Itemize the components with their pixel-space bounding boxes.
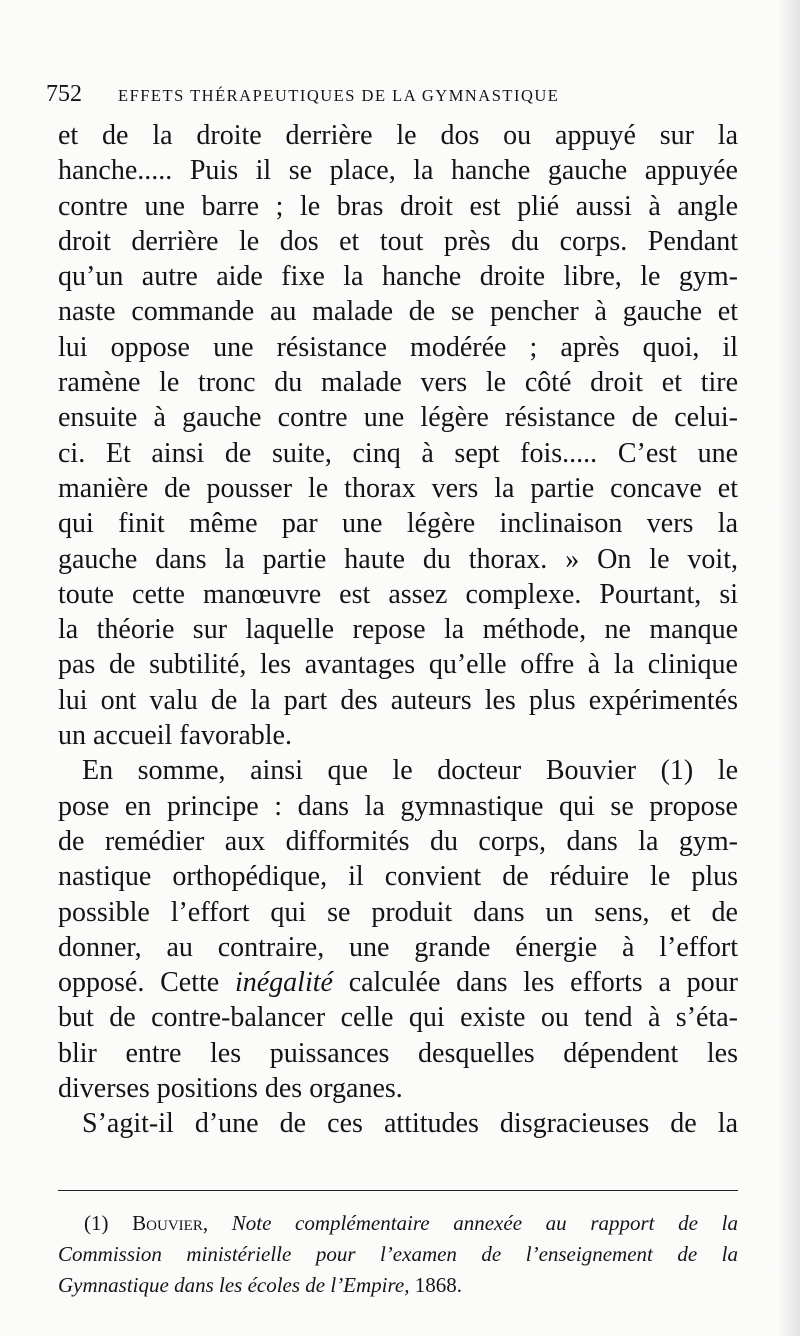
footnote-marker: (1)	[84, 1211, 133, 1235]
text-line-22: nastique orthopédique, il convient de réduire le plus	[58, 861, 738, 893]
text-line-20: pose en principe : dans la gymnastique qui se propose	[58, 790, 738, 822]
emphasized-word: inégalité	[234, 967, 333, 999]
text-line-24: donner, au contraire, une grande énergie à l’effort	[58, 931, 738, 963]
footnote-author: Bouvier,	[132, 1211, 209, 1235]
footnote-title-end: Gymnastique dans les écoles de l’Empire,	[58, 1273, 410, 1297]
text-line-13: gauche dans la partie haute du thorax. » On le voit,	[58, 543, 738, 575]
text-line-4: droit derrière le dos et tout près du corps. Pendant	[58, 225, 738, 257]
text-line-23: possible l’effort qui se produit dans un sens, et de	[58, 896, 738, 928]
text-line-29: S’agit-il d’une de ces attitudes disgracieuses de la	[82, 1108, 738, 1140]
text-line-25-start: opposé. Cette	[58, 967, 235, 999]
running-title: EFFETS THÉRAPEUTIQUES DE LA GYMNASTIQUE	[118, 86, 560, 105]
footnote-title-start: Note complémentaire annexée au rapport de la	[208, 1211, 738, 1235]
text-line-1: et de la droite derrière le dos ou appuyé sur la	[58, 120, 738, 151]
text-line-10: ci. Et ainsi de suite, cinq à sept fois..... C’est une	[58, 437, 738, 469]
page-number: 752	[46, 81, 82, 107]
text-line-26: but de contre-balancer celle qui existe ou tend à s’éta-	[58, 1002, 738, 1034]
footnote-divider	[58, 1190, 738, 1191]
text-line-3: contre une barre ; le bras droit est plié aussi à angle	[58, 190, 738, 222]
text-line-25-end: calculée dans les efforts a pour	[332, 967, 738, 999]
footnote-year: 1868.	[409, 1273, 462, 1297]
text-line-7: lui oppose une résistance modérée ; après quoi, il	[58, 331, 738, 363]
text-line-5: qu’un autre aide fixe la hanche droite libre, le gym-	[58, 261, 738, 293]
text-line-28: diverses positions des organes.	[58, 1073, 403, 1105]
page-edge-shadow	[778, 0, 800, 1336]
text-line-2: hanche..... Puis il se place, la hanche gauche appuyée	[58, 155, 738, 187]
text-line-19: En somme, ainsi que le docteur Bouvier (1) le	[82, 755, 738, 787]
main-text	[58, 118, 738, 1142]
running-header	[46, 78, 746, 110]
text-line-25	[58, 965, 738, 1000]
text-line-16: pas de subtilité, les avantages qu’elle offre à la clinique	[58, 649, 738, 681]
text-line-17: lui ont valu de la part des auteurs les plus expérimentés	[58, 684, 738, 716]
text-line-12: qui finit même par une légère inclinaison vers la	[58, 508, 738, 540]
text-line-21: de remédier aux difformités du corps, dans la gym-	[58, 825, 738, 857]
text-line-14: toute cette manœuvre est assez complexe. Pourtant, si	[58, 578, 738, 610]
text-line-11: manière de pousser le thorax vers la partie concave et	[58, 472, 738, 504]
text-line-8: ramène le tronc du malade vers le côté droit et tire	[58, 367, 738, 399]
text-line-6: naste commande au malade de se pencher à gauche et	[58, 296, 738, 328]
text-line-27: blir entre les puissances desquelles dépendent les	[58, 1037, 738, 1069]
footnote-line-1	[58, 1208, 738, 1239]
text-line-18: un accueil favorable.	[58, 720, 292, 752]
text-line-15: la théorie sur laquelle repose la méthode, ne manque	[58, 614, 738, 646]
footnote-line-2: Commission ministérielle pour l’examen de l’enseignement de la	[58, 1242, 738, 1266]
footnote	[58, 1208, 738, 1301]
text-line-9: ensuite à gauche contre une légère résistance de celui-	[58, 402, 738, 434]
footnote-line-3	[58, 1270, 738, 1301]
